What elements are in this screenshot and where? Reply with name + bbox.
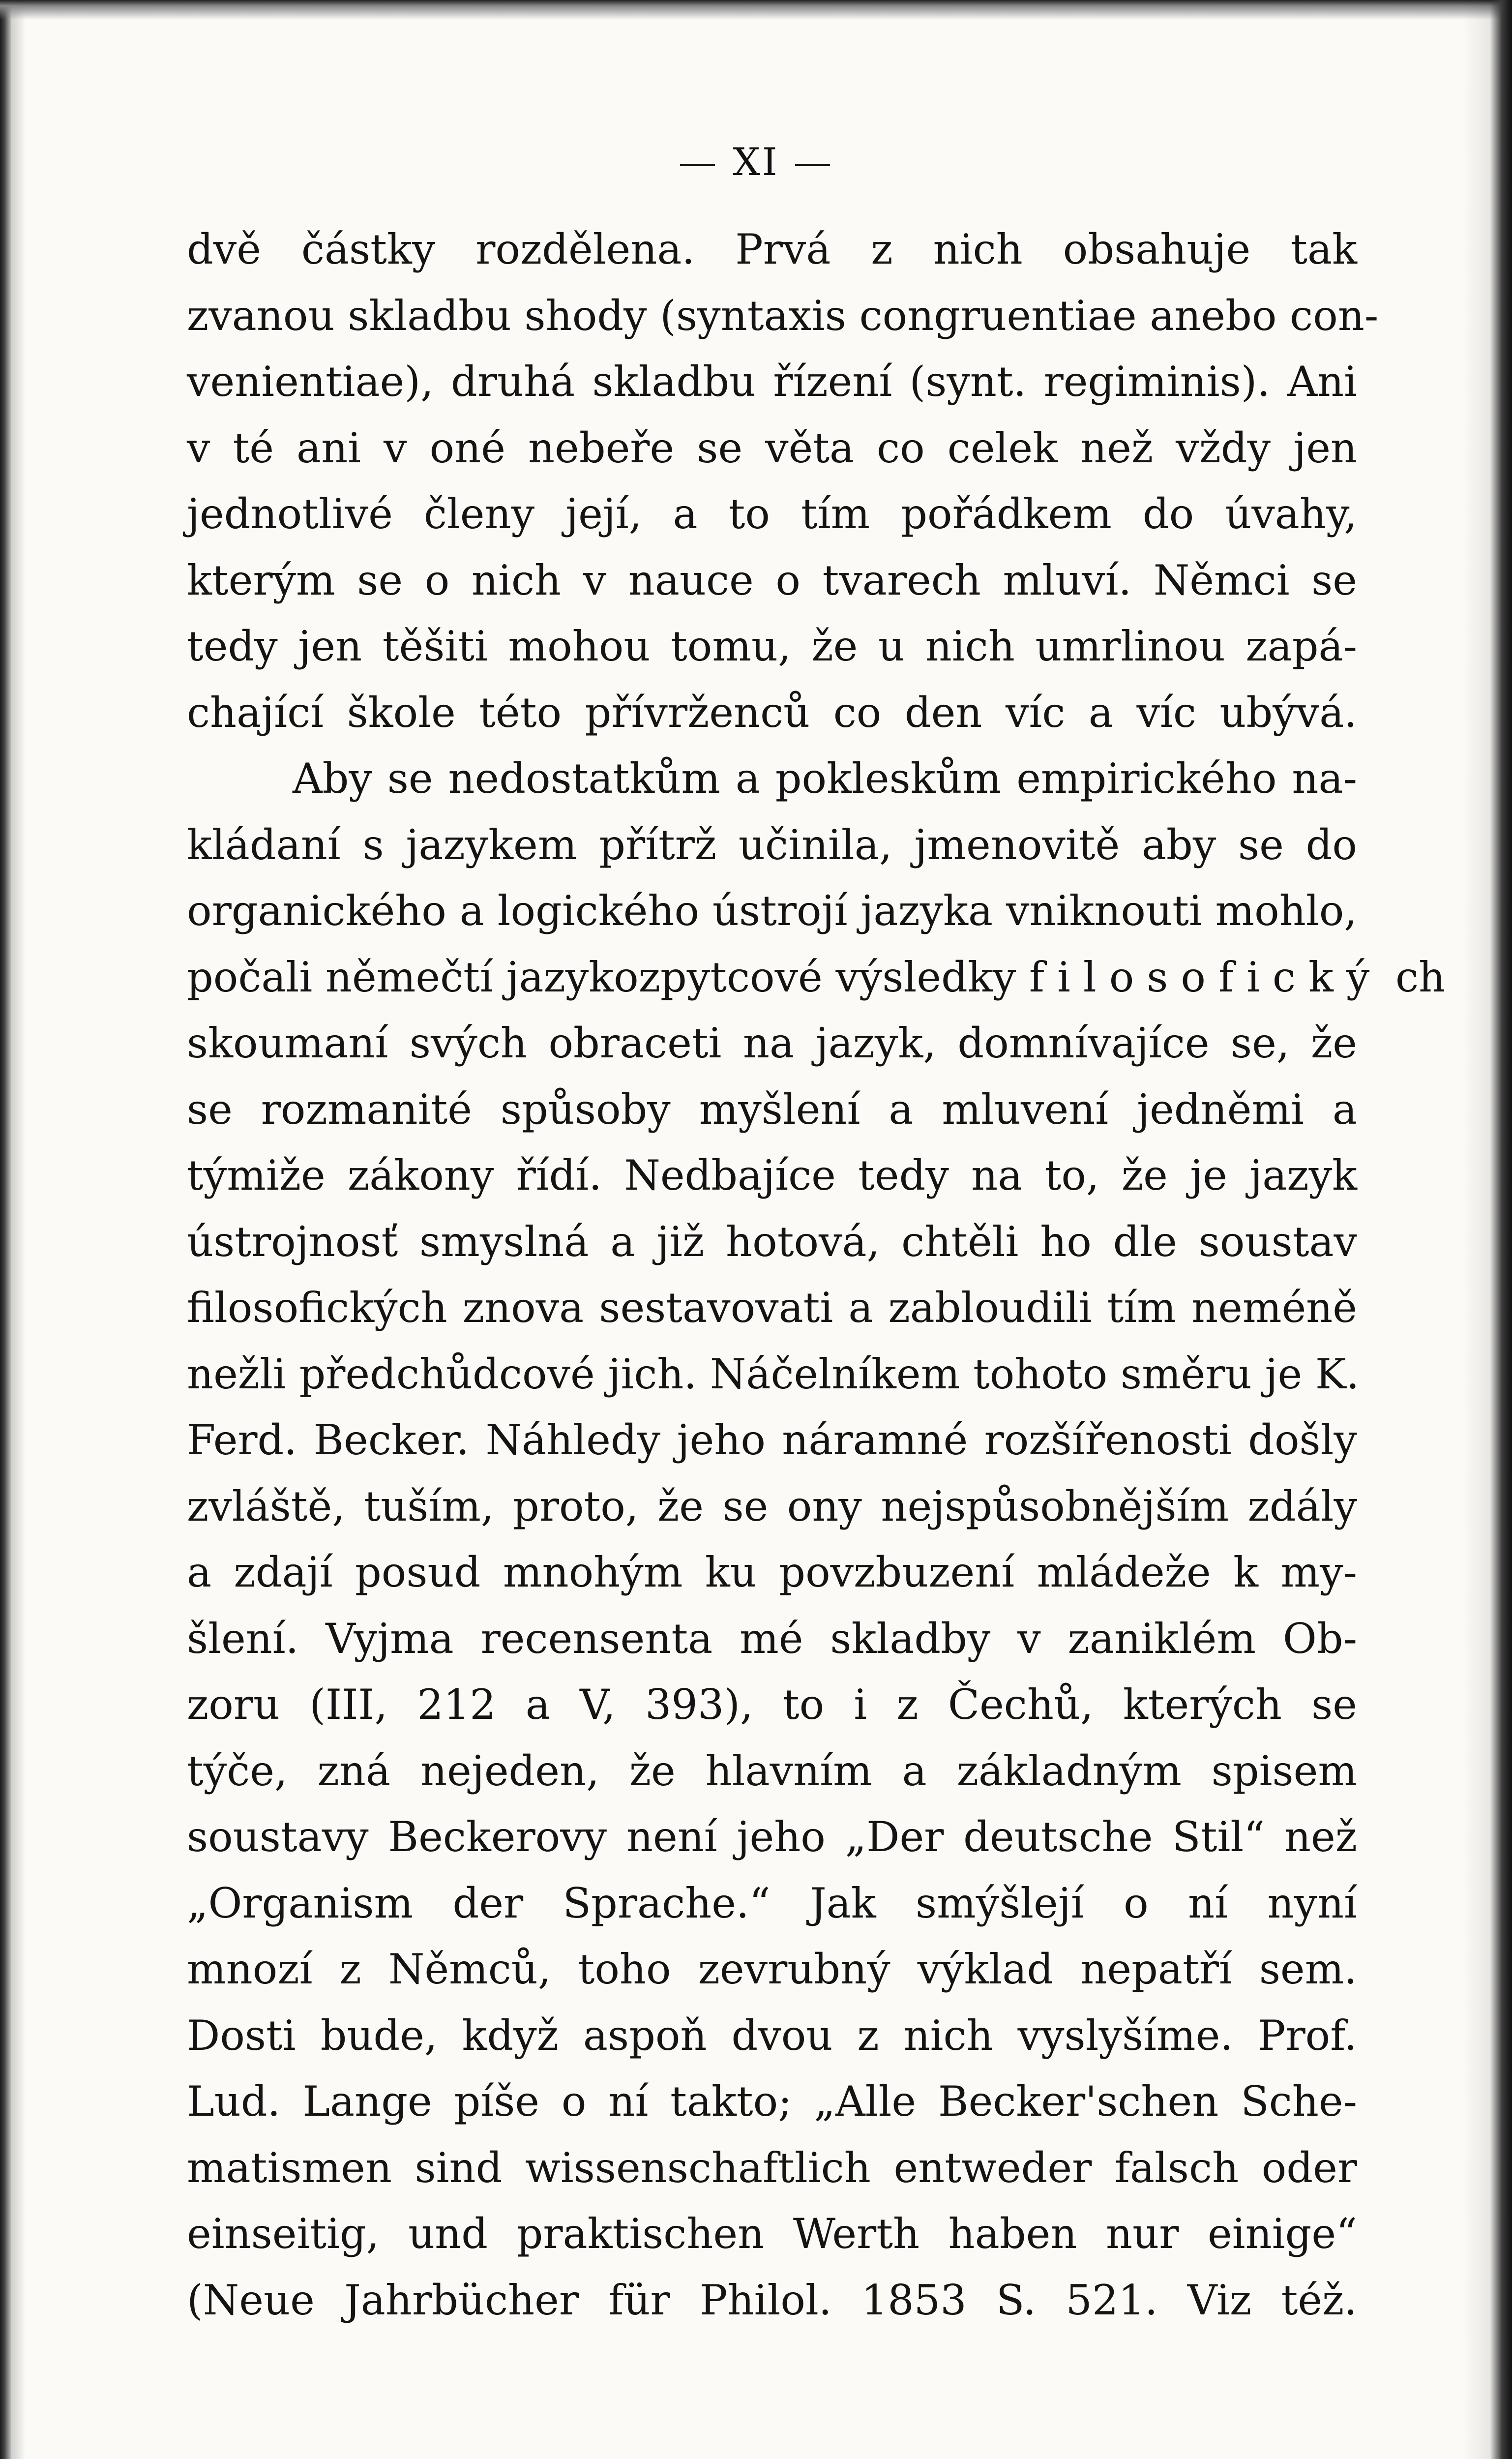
text-line: zvanou skladbu shody (syntaxis congruentiae anebo con- (187, 291, 1379, 340)
text-line-with-spaced-word (187, 944, 1446, 1011)
text-line: soustavy Beckerovy není jeho „Der deutsche Stil“ než (187, 1813, 1357, 1861)
text-line: a zdají posud mnohým ku povzbuzení mládeže k my- (187, 1548, 1357, 1596)
text-line: jednotlivé členy její, a to tím pořádkem do úvahy, (187, 490, 1357, 538)
body-text (187, 216, 1446, 2333)
text-line: v té ani v oné nebeře se věta co celek než vždy jen (187, 423, 1357, 472)
text-line: zoru (III, 212 a V, 393), to i z Čechů, kterých se (187, 1680, 1357, 1729)
text-fragment: počali němečtí jazykozpytcové výsledky (187, 953, 1029, 1001)
text-line: ústrojnosť smyslná a již hotová, chtěli ho dle soustav (187, 1217, 1357, 1266)
text-line: zvláště, tuším, proto, že se ony nejspůsobnějším zdály (187, 1482, 1357, 1530)
text-line: Lud. Lange píše o ní takto; „Alle Becker'schen Sche- (187, 2077, 1357, 2126)
text-line: matismen sind wissenschaftlich entweder falsch oder (187, 2143, 1357, 2192)
text-line: kterým se o nich v nauce o tvarech mluví. Němci se (187, 556, 1357, 604)
page-left-edge-shadow (0, 0, 11, 2459)
text-line: nežli předchůdcové jich. Náčelníkem tohoto směru je K. (187, 1349, 1360, 1398)
paragraph-first-line: Aby se nedostatkům a pokleskům empirického na- (293, 754, 1357, 803)
text-line: Dosti bude, když aspoň dvou z nich vyslyšíme. Prof. (187, 2011, 1357, 2060)
emphasized-spaced-word: filosofický (1029, 953, 1383, 1001)
text-line: kládaní s jazykem přítrž učinila, jmenovitě aby se do (187, 820, 1357, 869)
text-fragment: ch (1382, 953, 1446, 1001)
text-line: skoumaní svých obraceti na jazyk, domnívajíce se, že (187, 1019, 1357, 1067)
text-line: organického a logického ústrojí jazyka vniknouti mohlo, (187, 887, 1357, 935)
text-line: se rozmanité spůsoby myšlení a mluvení jedněmi a (187, 1085, 1357, 1134)
text-line: filosofických znova sestavovati a zabloudili tím neméně (187, 1284, 1357, 1332)
page-top-edge-shadow (0, 0, 1512, 20)
text-line: venientiae), druhá skladbu řízení (synt. regiminis). Ani (187, 358, 1357, 406)
text-line: tedy jen těšiti mohou tomu, že u nich umrlinou zapá- (187, 622, 1357, 670)
text-line: týmiže zákony řídí. Nedbajíce tedy na to, že je jazyk (187, 1151, 1357, 1200)
text-line: „Organism der Sprache.“ Jak smýšlejí o ní nyní (187, 1879, 1357, 1927)
page-right-edge-shadow (1463, 0, 1512, 2459)
text-line: mnozí z Němců, toho zevrubný výklad nepatří sem. (187, 1945, 1357, 1993)
text-line: šlení. Vyjma recensenta mé skladby v zaniklém Ob- (187, 1614, 1357, 1663)
text-line: týče, zná nejeden, že hlavním a základným spisem (187, 1746, 1357, 1795)
text-line: (Neue Jahrbücher für Philol. 1853 S. 521. Viz též. (187, 2276, 1357, 2324)
text-line: Ferd. Becker. Náhledy jeho náramné rozšířenosti došly (187, 1416, 1357, 1464)
page-number: — XI — (678, 140, 834, 184)
text-line: chající škole této přívrženců co den víc a víc ubývá. (187, 688, 1357, 737)
text-line: einseitig, und praktischen Werth haben nur einige“ (187, 2210, 1357, 2258)
page-gutter-shadow (11, 0, 26, 2459)
text-line: dvě částky rozdělena. Prvá z nich obsahuje tak (187, 225, 1357, 273)
